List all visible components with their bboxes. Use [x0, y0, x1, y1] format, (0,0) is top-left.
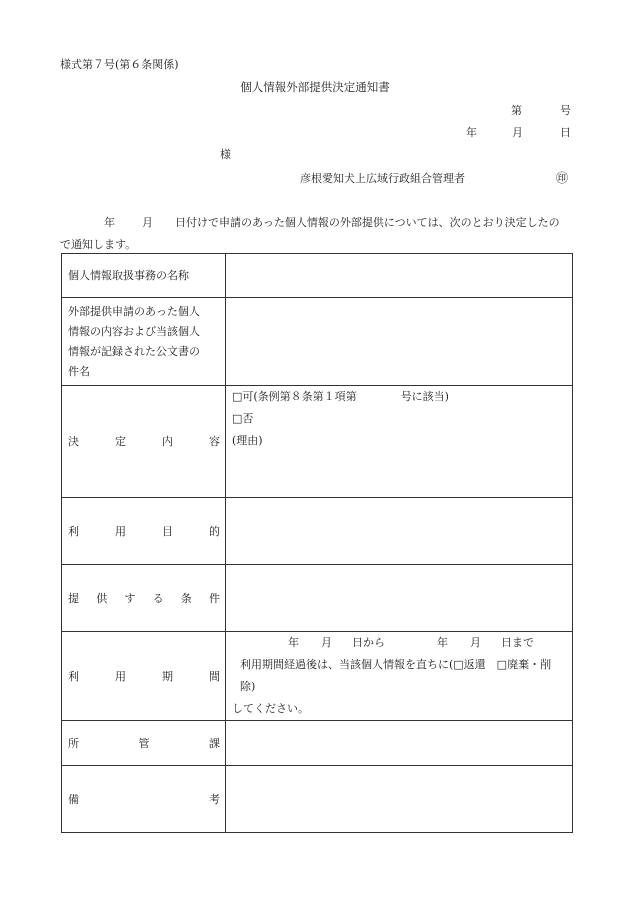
to-month: 月: [470, 636, 481, 649]
remarks-value: [226, 766, 573, 833]
label-char: 利: [68, 669, 79, 683]
label-char: 期: [162, 669, 173, 683]
intro-year: 年: [104, 216, 115, 229]
label-char: 提: [68, 591, 79, 605]
table-row: [62, 766, 573, 833]
table-row: [62, 498, 573, 565]
table-row: [62, 254, 573, 298]
purpose-label: [62, 498, 226, 565]
department-label: [62, 721, 226, 766]
label-char: 供: [96, 591, 108, 605]
label-char: 容: [209, 435, 220, 448]
period-after-use-cont: してください。: [232, 702, 309, 715]
intro-paragraph: [60, 212, 575, 256]
label-char: 所: [68, 736, 79, 750]
number-suffix: 号: [560, 104, 571, 117]
office-name-label: 個人情報取扱事務の名称: [62, 254, 226, 298]
table-row: [62, 298, 573, 386]
decision-value: [226, 386, 573, 498]
label-char: 課: [209, 736, 220, 750]
intro-month: 月: [142, 216, 153, 229]
period-after-use: 利用期間経過後は、当該個人情報を直ちに(□返還 □廃棄・削除): [240, 658, 552, 693]
number-prefix: 第: [511, 104, 522, 117]
table-row: [62, 386, 573, 498]
label-char: 件: [208, 591, 220, 605]
period-range: [232, 632, 566, 654]
conditions-value: [226, 565, 573, 632]
label-char: 決: [68, 435, 79, 448]
date-year: 年: [466, 126, 477, 139]
label-char: 管: [138, 736, 150, 750]
deny-option: □否: [232, 412, 254, 425]
approve-option: [232, 386, 566, 408]
from-year: 年: [288, 636, 299, 649]
label-char: る: [152, 591, 164, 605]
label-char: 目: [162, 524, 173, 538]
label-char: 用: [115, 669, 126, 683]
label-char: 用: [115, 524, 126, 538]
label-char: 条: [180, 591, 192, 605]
content-label-line: 情報の内容および当該個人: [68, 324, 200, 338]
document-title: 個人情報外部提供決定通知書: [240, 80, 390, 94]
seal-mark: ㊞: [556, 171, 569, 185]
period-value: [226, 632, 573, 721]
table-row: [62, 565, 573, 632]
date-day: 日: [560, 126, 571, 139]
from-month: 月: [321, 636, 332, 649]
department-value: [226, 721, 573, 766]
from-day: 日から: [352, 636, 385, 649]
to-year: 年: [437, 636, 448, 649]
table-row: [62, 721, 573, 766]
form-number: 様式第７号(第６条関係): [60, 58, 179, 71]
date-month: 月: [512, 126, 523, 139]
label-char: 的: [209, 524, 220, 538]
conditions-label: [62, 565, 226, 632]
approve-checkbox-label: □可(条例第８条第１項第: [232, 390, 357, 403]
label-char: 利: [68, 524, 79, 538]
to-day: 日まで: [501, 636, 534, 649]
reason-label: (理由): [232, 434, 263, 447]
content-label-line: 情報が記録された公文書の: [68, 344, 200, 358]
label-char: 間: [209, 669, 220, 683]
purpose-value: [226, 498, 573, 565]
label-char: 備: [68, 792, 79, 806]
table-row: [62, 632, 573, 721]
label-char: 内: [162, 435, 173, 448]
remarks-label: [62, 766, 226, 833]
content-label-line: 外部提供申請のあった個人: [68, 304, 200, 318]
label-char: す: [124, 591, 136, 605]
office-name-value: [226, 254, 573, 298]
content-label: [62, 298, 226, 386]
content-label-line: 件名: [68, 364, 90, 378]
addressee-honorific: 様: [220, 148, 231, 161]
administrator-name: 彦根愛知犬上広域行政組合管理者: [300, 172, 465, 185]
decision-label: [62, 386, 226, 498]
period-label: [62, 632, 226, 721]
intro-text-1: 日付けで申請のあった個人情報の外部提供については、次のとおり決定したの: [175, 216, 560, 229]
label-char: 考: [209, 792, 220, 806]
content-value: [226, 298, 573, 386]
intro-text-2: で通知します。: [60, 238, 137, 251]
notice-form-table: [61, 253, 573, 833]
label-char: 定: [115, 435, 126, 448]
approve-suffix: 号に該当): [400, 390, 449, 403]
